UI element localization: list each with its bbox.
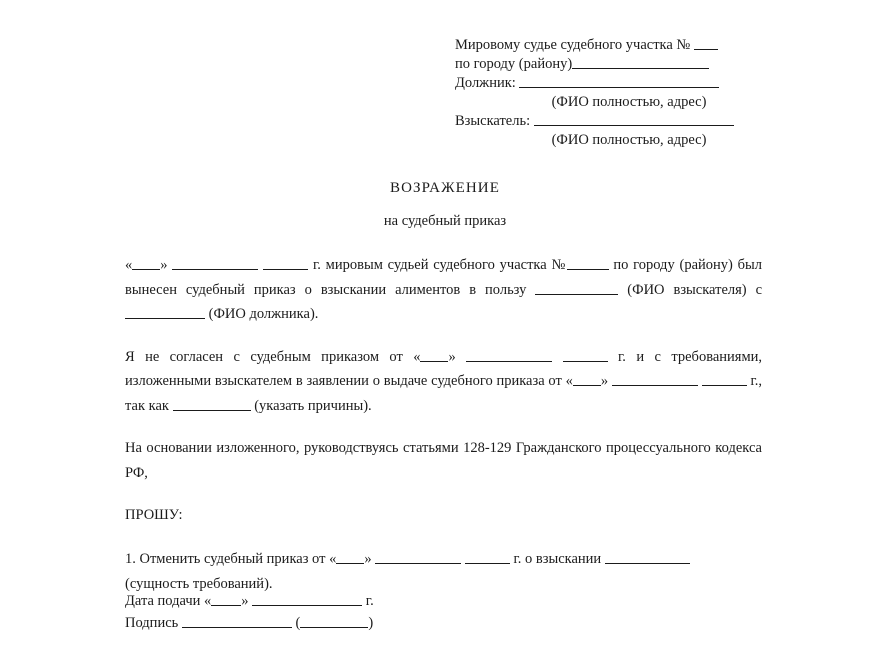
paragraph-order-details	[125, 253, 762, 327]
p2-year2-blank[interactable]	[702, 372, 747, 386]
paragraph-legal-basis: На основании изложенного, руководствуясь статьями 128-129 Гражданского процессуального кодекса РФ,	[125, 440, 762, 481]
p2-month-blank[interactable]	[466, 348, 552, 362]
submission-year-suffix: г.	[365, 593, 374, 609]
document-title: ВОЗРАЖЕНИЕ	[389, 180, 501, 196]
p1-city-text: по городу (району) был вынесен судебный приказ о взыскании алиментов в пользу	[125, 257, 763, 298]
p1-month-blank[interactable]	[172, 256, 258, 270]
p1-year-blank[interactable]	[263, 256, 308, 270]
p1-debtor-blank[interactable]	[125, 305, 205, 319]
p1-claimant-blank[interactable]	[535, 281, 618, 295]
footer-close-quote: »	[241, 593, 249, 609]
footer-open-quote: «	[204, 593, 212, 609]
addressee-header	[455, 36, 755, 150]
submission-day-blank[interactable]	[211, 592, 241, 606]
p2-open-quote: «	[413, 348, 421, 365]
p1-claimant-note: (ФИО взыскателя) с	[627, 281, 763, 298]
debtor-caption: (ФИО полностью, адрес)	[551, 94, 707, 110]
city-line	[455, 55, 755, 74]
claimant-caption: (ФИО полностью, адрес)	[551, 132, 707, 148]
p2-mid: г. и с требованиями, изложенными взыскателем в заявлении о выдаче судебного приказа от	[125, 348, 763, 389]
p1-day-blank[interactable]	[132, 256, 160, 270]
city-label: по городу (району)	[455, 56, 573, 72]
submission-month-blank[interactable]	[252, 592, 362, 606]
request-heading: ПРОШУ:	[125, 507, 183, 523]
debtor-line	[455, 74, 755, 93]
item1-year-blank[interactable]	[465, 550, 510, 564]
paren-close: )	[368, 615, 374, 631]
signature-name-blank[interactable]	[300, 614, 368, 628]
debtor-blank[interactable]	[519, 74, 719, 88]
city-blank[interactable]	[572, 55, 709, 69]
claimant-label: Взыскатель:	[455, 113, 531, 129]
submission-date-label: Дата подачи	[125, 593, 201, 609]
p2-open-quote2: «	[565, 373, 573, 389]
p2-day2-blank[interactable]	[573, 372, 601, 386]
debtor-label: Должник:	[455, 75, 516, 91]
paren-open: (	[295, 615, 301, 631]
court-district-label: Мировому судье судебного участка №	[455, 37, 691, 53]
item1-note: (сущность требований).	[125, 575, 273, 592]
p2-month2-blank[interactable]	[612, 372, 698, 386]
court-district-line	[455, 36, 755, 55]
p2-reason-note: (указать причины).	[254, 397, 372, 414]
request-item-1	[125, 547, 762, 596]
item1-mid: г. о взыскании	[513, 551, 602, 567]
signature-blank[interactable]	[182, 614, 292, 628]
item1-month-blank[interactable]	[375, 550, 461, 564]
p2-start: Я не согласен с судебным приказом от	[125, 348, 403, 365]
p1-debtor-note: (ФИО должника).	[208, 306, 319, 322]
item1-day-blank[interactable]	[336, 550, 364, 564]
p1-open-quote: «	[125, 257, 133, 273]
p2-reason-blank[interactable]	[173, 397, 251, 411]
p1-district-blank[interactable]	[567, 256, 609, 270]
item1-subject-blank[interactable]	[605, 550, 690, 564]
court-district-number-blank[interactable]	[694, 36, 718, 50]
p2-close-quote: »	[448, 348, 456, 365]
p1-close-quote: »	[160, 257, 168, 273]
p1-year-suffix: г. мировым судьей судебного участка №	[312, 257, 567, 273]
p2-day-blank[interactable]	[420, 348, 448, 362]
claimant-line	[455, 112, 755, 131]
p2-year-blank[interactable]	[563, 348, 608, 362]
paragraph-disagreement	[125, 345, 762, 419]
item1-close-quote: »	[364, 551, 372, 567]
p2-tail: г., так как	[125, 373, 763, 414]
claimant-blank[interactable]	[534, 112, 734, 126]
document-subtitle: на судебный приказ	[383, 213, 507, 229]
submission-date-line	[125, 590, 625, 612]
document-body	[125, 253, 762, 596]
signature-label: Подпись	[125, 615, 179, 631]
item1-open-quote: «	[329, 551, 337, 567]
signature-line	[125, 612, 625, 634]
item1-start: 1. Отменить судебный приказ от	[125, 551, 326, 567]
p2-close-quote2: »	[600, 373, 609, 389]
document-footer	[125, 590, 625, 634]
